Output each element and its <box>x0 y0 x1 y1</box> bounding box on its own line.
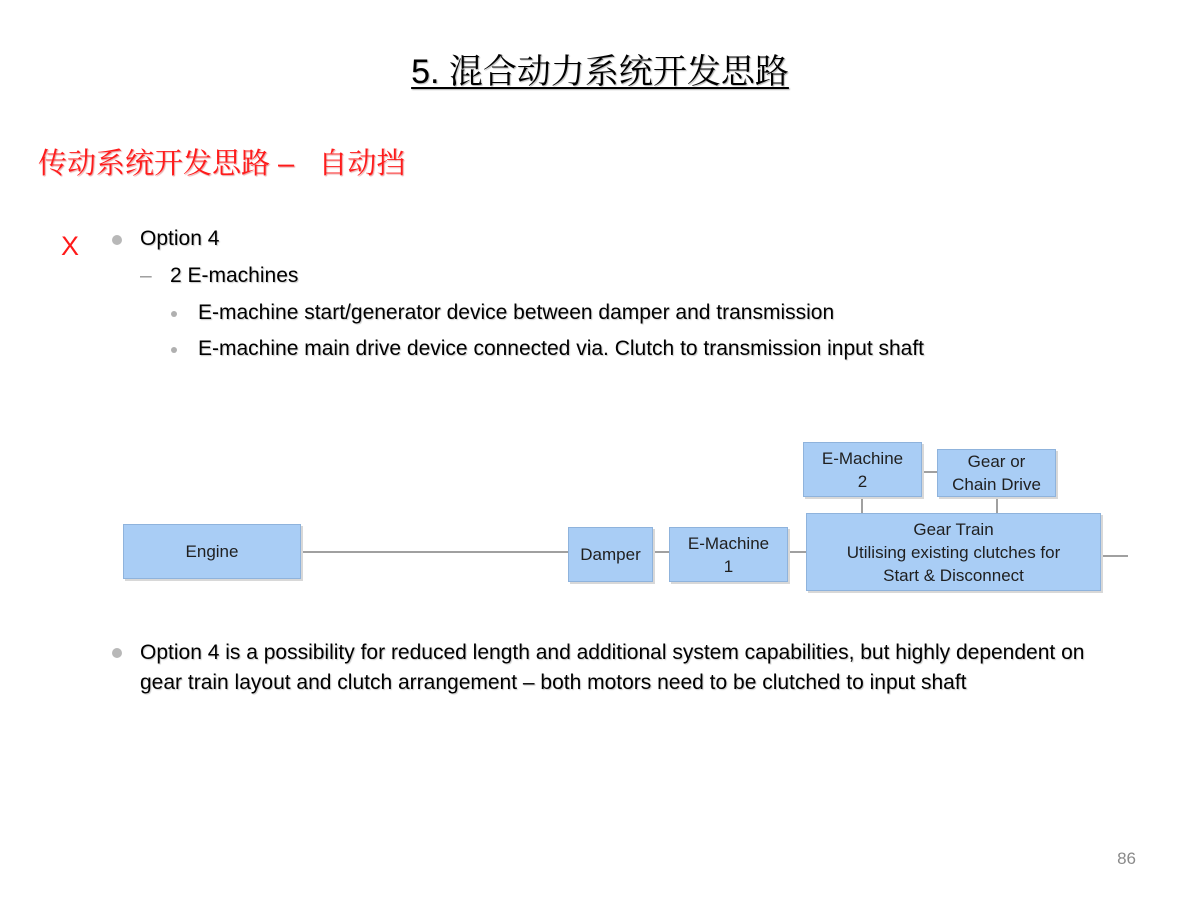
damper-label: Damper <box>580 545 641 564</box>
sub-bullet-dot-icon <box>171 347 177 353</box>
list-item: E-machine start/generator device between damper and transmission <box>198 301 835 324</box>
emachine2-number: 2 <box>857 471 868 491</box>
bullet-dot-icon <box>112 648 122 658</box>
option-heading: Option 4 <box>140 227 220 250</box>
emachine2-label: E-Machine <box>821 448 904 468</box>
slide-title: 5. 混合动力系统开发思路 <box>411 53 789 91</box>
emachine1-label: E-Machine <box>687 533 770 553</box>
gear-train-detail: Utilising existing clutches for <box>846 542 1061 562</box>
gear-train-title: Gear Train <box>913 519 994 539</box>
sub-bullet: 2 E-machines <box>170 264 299 287</box>
gear-drive-label-line2: Chain Drive <box>952 475 1041 494</box>
conclusion-text: Option 4 is a possibility for reduced length and additional system capabilities, but highly dependent on gear train layout and clutch arrangement – both motors need to be clutched to input shaft <box>140 641 1085 694</box>
dash-marker: – <box>140 264 152 287</box>
page-number: 86 <box>1117 849 1136 868</box>
emachine2-box <box>803 442 922 497</box>
emachine1-number: 1 <box>723 556 734 576</box>
emachine1-box <box>669 527 788 582</box>
list-item: E-machine main drive device connected via. Clutch to transmission input shaft <box>198 337 925 360</box>
rejection-mark: X <box>61 231 80 261</box>
bullet-dot-icon <box>112 235 122 245</box>
gear-drive-label-line1: Gear or <box>967 452 1026 471</box>
sub-bullet-dot-icon <box>171 311 177 317</box>
gear-train-detail: Start & Disconnect <box>883 565 1024 585</box>
damper-box <box>568 527 653 582</box>
engine-box <box>123 524 301 579</box>
engine-label: Engine <box>185 542 239 561</box>
gear-drive-box <box>937 449 1056 497</box>
gear-train-box <box>806 513 1101 591</box>
section-heading: 传动系统开发思路 – 自动挡 <box>38 148 406 180</box>
